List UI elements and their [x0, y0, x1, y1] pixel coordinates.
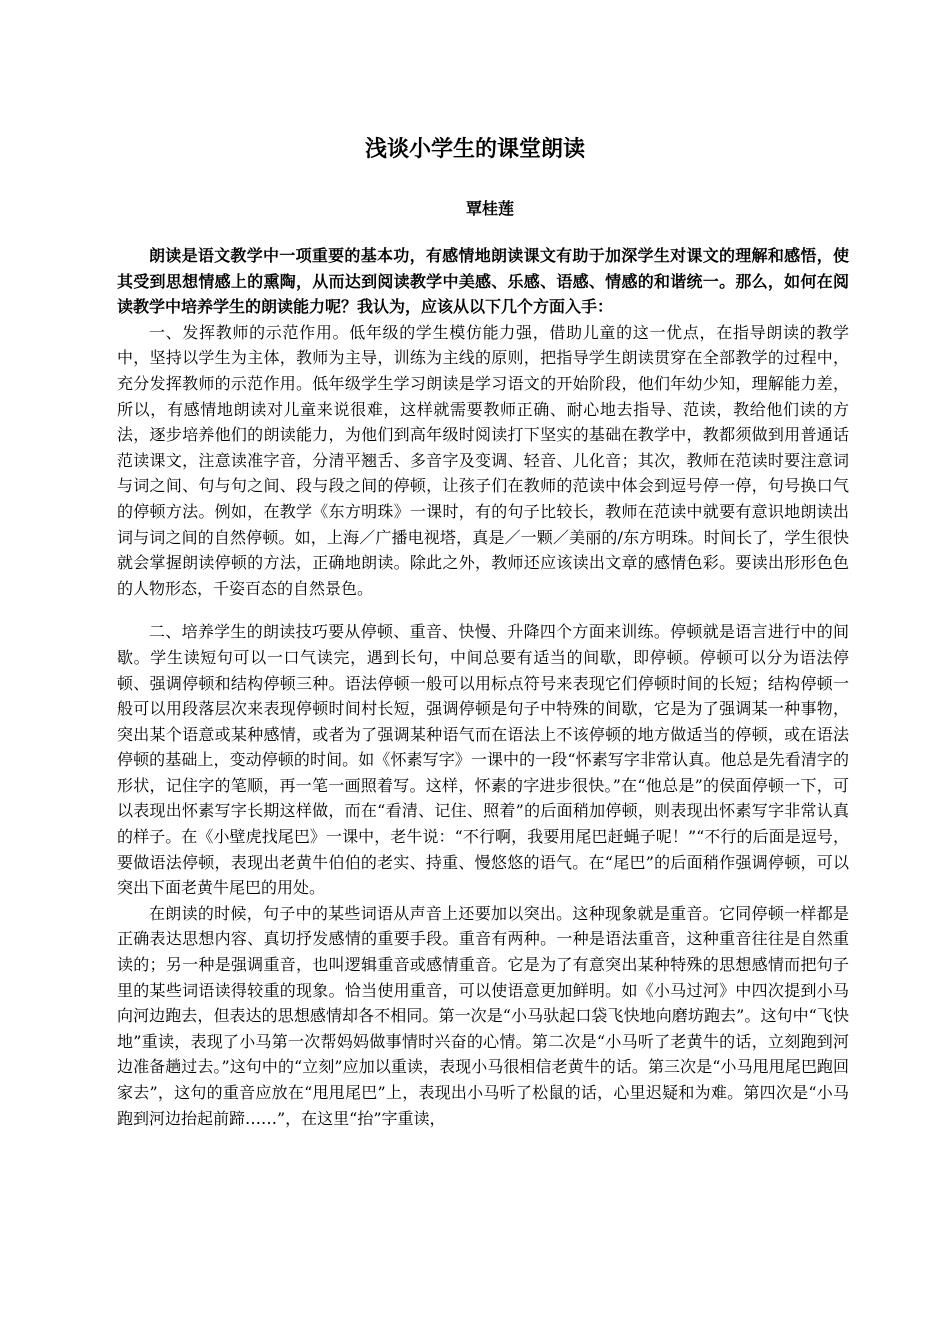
- author-name: 覃桂莲: [465, 199, 514, 218]
- paragraph-stress: 在朗读的时候，句子中的某些词语从声音上还要加以突出。这种现象就是重音。它同停顿一样都是正确表达思想内容、真切抒发感情的重要手段。重音有两种。一种是语法重音，这种重音往往是自然重读的；另一种是强调重音，也叫逻辑重音或感情重音。它是为了有意突出某种特殊的思想感情而把句子里的某些词语读得较重的现象。恰当使用重音，可以使语意更加鲜明。如《小马过河》中四次提到小马向河边跑去，但表达的思想感情却各不相同。第一次是“小马驮起口袋飞快地向磨坊跑去”。这句中“飞快地”重读，表现了小马第一次帮妈妈做事情时兴奋的心情。第二次是“小马听了老黄牛的话，立刻跑到河边准备趟过去。”这句中的“立刻”应加以重读，表现小马很相信老黄牛的话。第三次是“小马甩甩尾巴跑回家去”，这句的重音应放在“甩甩尾巴”上，表现出小马听了松鼠的话，心里迟疑和为难。第四次是“小马跑到河边抬起前蹄……”，在这里“抬”字重读，: [117, 903, 849, 1128]
- article-body: [117, 243, 849, 1131]
- paragraph-intro: 朗读是语文教学中一项重要的基本功，有感情地朗读课文有助于加深学生对课文的理解和感悟，使其受到思想情感上的熏陶，从而达到阅读教学中美感、乐感、语感、情感的和谐统一。那么，如何在阅读教学中培养学生的朗读能力呢？我认为，应该从以下几个方面入手：: [117, 246, 849, 317]
- page-title: 浅谈小学生的课堂朗读: [364, 136, 585, 162]
- paragraph-section-one: 一、发挥教师的示范作用。低年级的学生模仿能力强，借助儿童的这一优点，在指导朗读的教学中，坚持以学生为主体，教师为主导，训练为主线的原则，把指导学生朗读贯穿在全部教学的过程中，充分发挥教师的示范作用。低年级学生学习朗读是学习语文的开始阶段，他们年幼少知，理解能力差，所以，有感情地朗读对儿童来说很难，这样就需要教师正确、耐心地去指导、范读，教给他们读的方法，逐步培养他们的朗读能力，为他们到高年级时阅读打下坚实的基础在教学中，教都须做到用普通话范读课文，注意读准字音，分清平翘舌、多音字及变调、轻音、儿化音；其次，教师在范读时要注意词与词之间、句与句之间、段与段之间的停顿，让孩子们在教师的范读中体会到逗号停一停，句号换口气的停顿方法。例如，在教学《东方明珠》一课时，有的句子比较长，教师在范读中就要有意识地朗读出词与词之间的自然停顿。如，上海／广播电视塔，真是／一颗／美丽的/东方明珠。时间长了，学生很快就会掌握朗读停顿的方法，正确地朗读。除此之外，教师还应该读出文章的感情色彩。要读出形形色色的人物形态，千姿百态的自然景色。: [117, 322, 849, 598]
- paragraph-section-two: 二、培养学生的朗读技巧要从停顿、重音、快慢、升降四个方面来训练。停顿就是语言进行中的间歇。学生读短句可以一口气读完，遇到长句，中间总要有适当的间歇，即停顿。停顿可以分为语法停顿、强调停顿和结构停顿三种。语法停顿一般可以用标点符号来表现它们停顿时间的长短；结构停顿一般可以用段落层次来表现停顿时间村长短，强调停顿是句子中特殊的间歇，它是为了强调某一种事物，突出某个语意或某种感情，或者为了强调某种语气而在语法上不该停顿的地方做适当的停顿，或在语法停顿的基础上，变动停顿的时间。如《怀素写字》一课中的一段“怀素写字非常认真。他总是先看清字的形状，记住字的笔顺，再一笔一画照着写。这样，怀素的字进步很快。”在“他总是”的侯面停顿一下，可以表现出怀素写字长期这样做，而在“看清、记住、照着”的后面稍加停顿，则表现出怀素写字非常认真的样子。在《小壁虎找尾巴》一课中，老牛说：“不行啊，我要用尾巴赶蝇子呢！”“不行的后面是逗号，要做语法停顿，表现出老黄牛伯伯的老实、持重、慢悠悠的语气。在“尾巴”的后面稍作强调停顿，可以突出下面老黄牛尾巴的用处。: [117, 622, 849, 898]
